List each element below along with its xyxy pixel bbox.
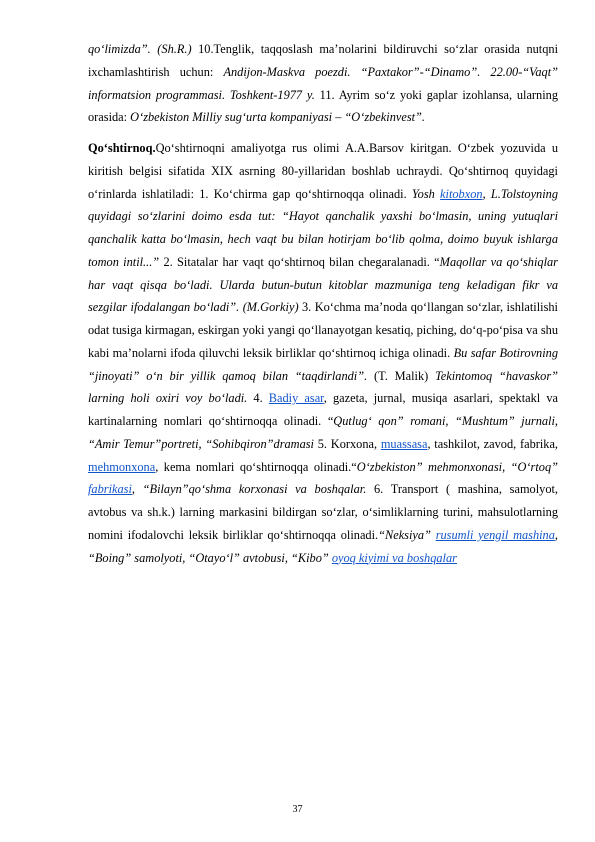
paragraph-quotation-marks [88, 137, 558, 569]
example-text: “Neksiya” [378, 527, 436, 542]
example-text: Bu safar Botirovning “jinoyati” o‘n bir yillik qamoq bilan “taqdirlandi”. [88, 345, 558, 383]
link-fabrikasi[interactable]: fabrikasi [88, 482, 132, 497]
text-run: 11. Ayrim so‘z yoki gaplar izohlansa, ularning orasida: [88, 87, 558, 125]
example-text: , “Bilayn”qo‘shma korxonasi va boshqalar. [131, 482, 367, 497]
text-run: , tashkilot, zavod, fabrika, [427, 436, 559, 451]
text-run: 5. Korxona, [314, 436, 381, 451]
link-rusumli-yengil-mashina[interactable]: rusumli yengil mashina [435, 527, 555, 542]
section-term: Qo‘shtirnoq. [88, 141, 156, 155]
example-text: O‘zbekiston” mehmonxonasi, “O‘rtoq” [356, 459, 558, 474]
example-text: , L.Tolstoyning quyidagi so‘zlarini doimo esda tut: “Hayot qanchalik yaxshi bo‘lmasin, uning yutuqlari qanchalik katta bo‘lmasin, hech vaqt bu bilan hotirjam bo‘lib qolma, doimo buyuk ishlarga tomon intil...” [88, 186, 558, 269]
example-text: , “Boing” samolyoti, “Otayo‘l” avtobusi, “Kibo” [88, 527, 558, 565]
link-kitobxon[interactable]: kitobxon [440, 186, 483, 201]
paragraph-gap [88, 129, 558, 137]
text-run: Qo‘shtirnoqni amaliyotga rus olimi A.A.Barsov kiritgan. O‘zbek yozuvida u kiritish belgisi sifatida XIX asrning 80-yillaridan boshlab uchraydi. Qo‘shtirnoq quyidagi o‘rinlarda ishlatiladi: 1. Ko‘chirma gap qo‘shtirnoqqa olinadi. [88, 141, 558, 201]
citation-fragment: qo‘limizda”. (Sh.R.) [88, 42, 192, 56]
example-text: Qutlug‘ qon” romani, “Mushtum” jurnali, “Amir Temur”portreti, “Sohibqiron”dramasi [88, 414, 558, 451]
example-text: Yosh [411, 186, 441, 201]
text-run: 3. Ko‘chma ma’noda qo‘llangan so‘zlar, ishlatilishi odat tusiga kirmagan, eskirgan yoki yangi qo‘llanayotgan kesatiq, piching, do‘q-po‘pisa va shu kabi ma’nolarni ifoda qiluvchi leksik birliklar qo‘shtirnoq ichiga olinadi. [88, 300, 558, 360]
text-run: 2. Sitatalar har vaqt qo‘shtirnoq bilan chegaralanadi. “ [159, 254, 440, 269]
example-text: Andijon-Maskva poezdi. “Paxtakor”-“Dinamo”. 22.00-“Vaqt” informatsion programmasi. Toshkent-1977 y. [88, 64, 558, 102]
text-run: , kema nomlari qo‘shtirnoqqa olinadi.“ [155, 459, 357, 474]
text-run: 6. Transport ( mashina, samolyot, avtobus va sh.k.) larning markasini bildirgan so‘zlar, o‘simliklarning turini, mahsulotlarning nomini ifodalovchi leksik birliklar qo‘shtirnoqqa olinadi. [88, 482, 559, 542]
paragraph-punctuation-dash [88, 38, 558, 129]
example-text: O‘zbekiston Milliy sug‘urta kompaniyasi – “O‘zbekinvest”. [130, 110, 426, 125]
link-muassasa[interactable]: muassasa [380, 436, 428, 451]
text-run: 4. [247, 391, 269, 406]
document-body [88, 38, 558, 569]
text-run: (T. Malik) [367, 368, 436, 383]
text-run: , gazeta, jurnal, musiqa asarlari, spektakl va kartinalarning nomlari qo‘shtirnoqqa olinadi. “ [88, 391, 558, 428]
example-text: Tekintomoq “havaskor” larning holi oxiri voy bo‘ladi. [88, 368, 559, 406]
link-badiy-asar[interactable]: Badiy asar [268, 391, 324, 406]
text-run: 10.Tenglik, taqqoslash ma’nolarini bildiruvchi so‘zlar orasida nutqni ixchamlashtirish uchun: [88, 42, 558, 79]
link-mehmonxona[interactable]: mehmonxona [88, 459, 156, 474]
link-oyoq-kiyimi[interactable]: oyoq kiyimi va boshqalar [331, 550, 457, 565]
example-text: Maqollar va qo‘shiqlar har vaqt qisqa bo‘ladi. Ularda butun-butun kitoblar mazmuniga teng keladigan fikr va sezgilar ifodalangan bo‘ladi”. (M.Gorkiy) [88, 254, 558, 315]
page-number: 37 [292, 804, 303, 815]
